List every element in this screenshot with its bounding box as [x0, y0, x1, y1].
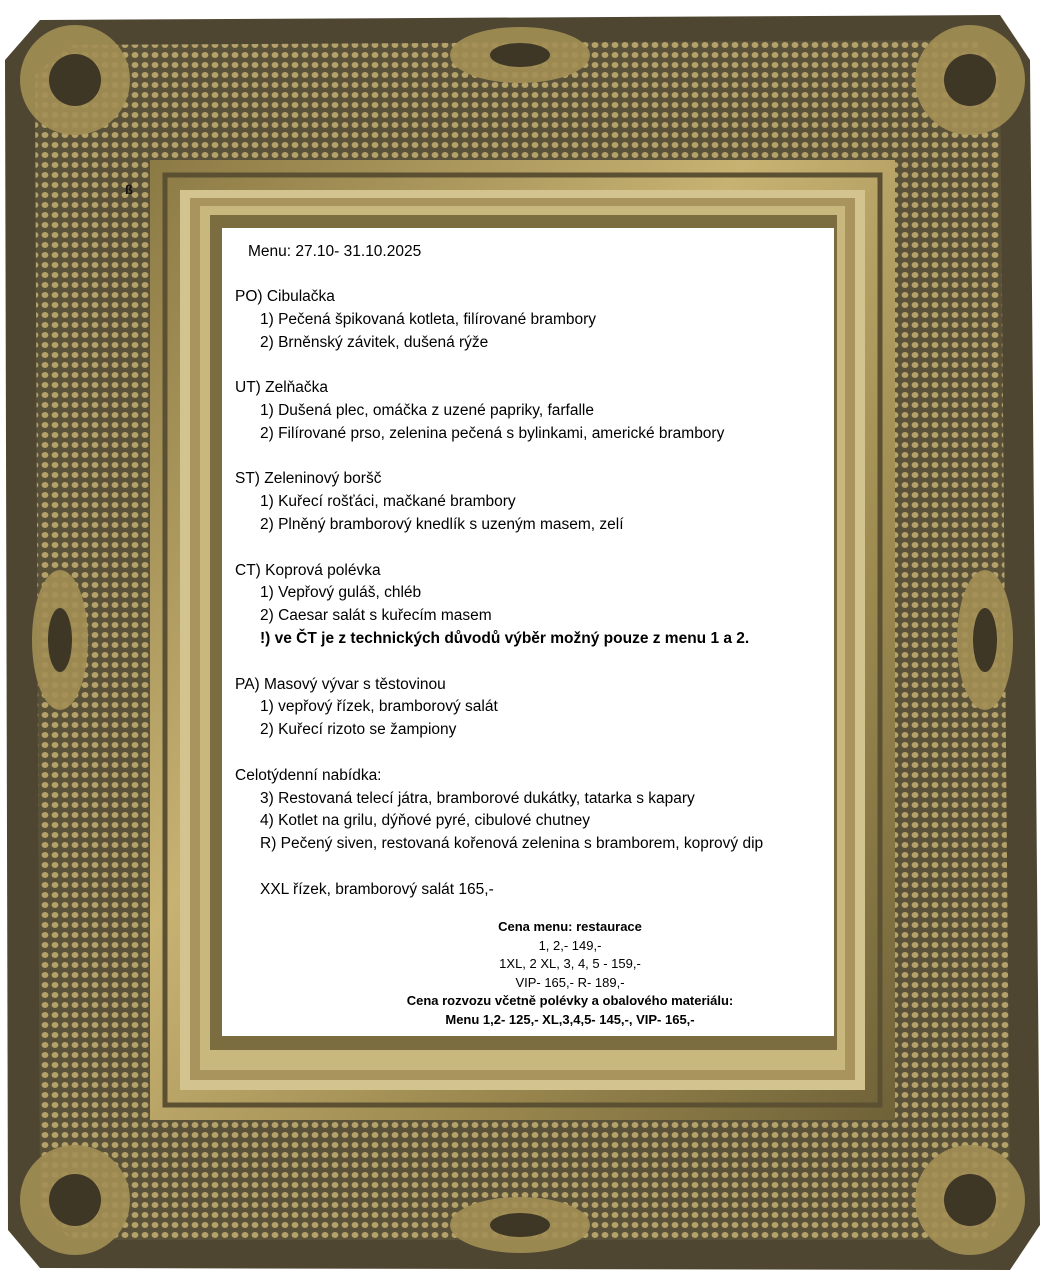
thursday-note: !) ve ČT je z technických důvodů výběr možný pouze z menu 1 a 2. — [260, 629, 750, 647]
menu-item: 3) Restovaná telecí játra, bramborové dukátky, tatarka s kapary — [260, 789, 695, 807]
menu-item: 1) vepřový řízek, bramborový salát — [260, 698, 498, 716]
menu-item: 1) Dušená plec, omáčka z uzené papriky, farfalle — [260, 401, 594, 419]
xxl-offer: XXL řízek, bramborový salát 165,- — [260, 880, 494, 898]
pricing-block — [222, 918, 834, 1029]
weekly-heading: Celotýdenní nabídka: — [235, 766, 382, 784]
price-line: VIP- 165,- R- 189,- — [515, 974, 625, 990]
day-heading: PO) Cibulačka — [235, 288, 335, 305]
day-heading: UT) Zelňačka — [235, 379, 329, 397]
menu-item: 4) Kotlet na grilu, dýňové pyré, cibulové chutney — [260, 812, 590, 830]
menu-item: 1) Vepřový guláš, chléb — [260, 584, 422, 602]
menu-item: R) Pečený siven, restovaná kořenová zelenina s bramborem, koprový dip — [260, 835, 764, 853]
price-line: 1XL, 2 XL, 3, 4, 5 - 159,- — [499, 956, 641, 971]
day-heading: PA) Masový vývar s těstovinou — [235, 675, 446, 693]
pricing-heading: Cena menu: restaurace — [498, 919, 642, 934]
delivery-heading: Cena rozvozu včetně polévky a obalového materiálu: — [406, 993, 734, 1008]
menu-item: 2) Caesar salát s kuřecím masem — [260, 607, 492, 625]
menu-item: 2) Brněnský závitek, dušená rýže — [260, 333, 489, 351]
day-heading: ST) Zeleninový boršč — [235, 470, 382, 488]
stamp-glyph: ß — [125, 182, 133, 197]
menu-sheet — [222, 228, 834, 1036]
menu-item: 2) Plněný bramborový knedlík s uzeným masem, zelí — [260, 515, 624, 533]
price-line: 1, 2,- 149,- — [538, 937, 602, 953]
menu-item: 2) Kuřecí rizoto se žampiony — [260, 721, 457, 739]
menu-item: 1) Pečená špikovaná kotleta, filírované brambory — [260, 310, 597, 328]
day-heading: CT) Koprová polévka — [235, 561, 381, 579]
delivery-line: Menu 1,2- 125,- XL,3,4,5- 145,-, VIP- 165,- — [445, 1011, 695, 1027]
menu-title: Menu: 27.10- 31.10.2025 — [248, 243, 422, 260]
menu-item: 2) Filírované prso, zelenina pečená s bylinkami, americké brambory — [260, 424, 725, 442]
menu-item: 1) Kuřecí rošťáci, mačkané brambory — [260, 493, 516, 511]
